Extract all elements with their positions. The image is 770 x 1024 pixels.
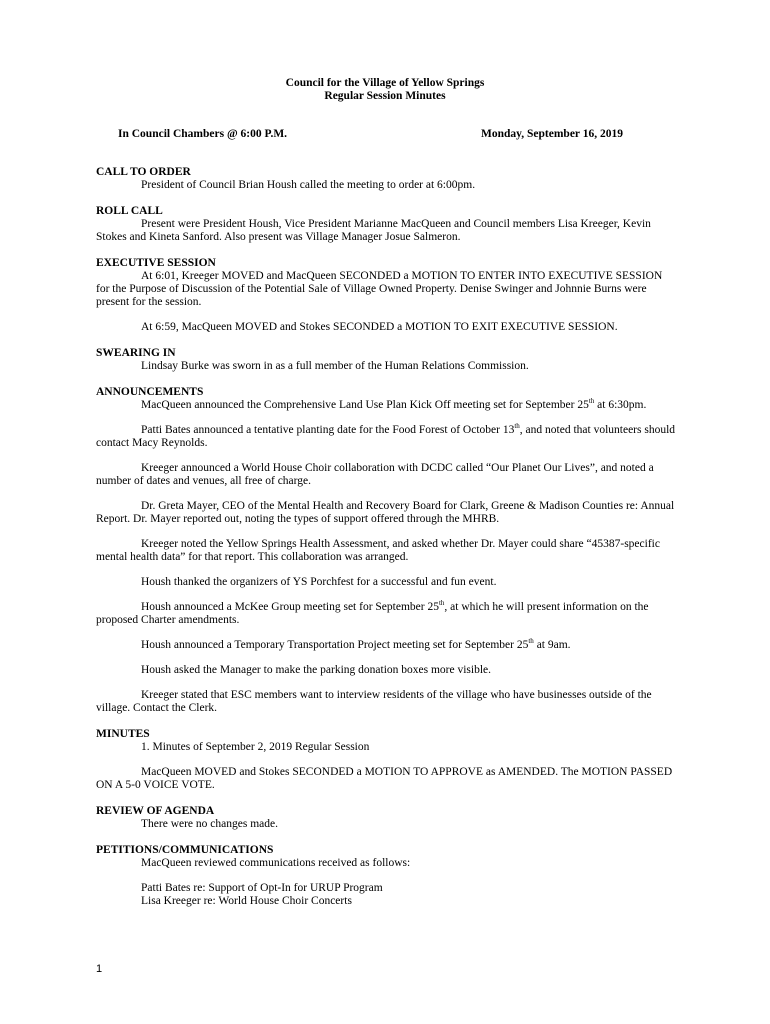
ordinal-suffix: th <box>588 397 595 406</box>
ordinal-suffix: th <box>528 637 534 646</box>
minutes-body <box>96 166 676 914</box>
text-run: , and noted that volunteers should contact Macy Reynolds. <box>96 424 676 449</box>
list-item: Patti Bates re: Support of Opt-In for URUP Program <box>141 882 383 894</box>
paragraph: At 6:59, MacQueen MOVED and Stokes SECONDED a MOTION TO EXIT EXECUTIVE SESSION. <box>141 321 618 333</box>
paragraph: MacQueen MOVED and Stokes SECONDED a MOTION TO APPROVE as AMENDED. The MOTION PASSED ON A 5-0 VOICE VOTE. <box>96 766 673 791</box>
paragraph: Present were President Housh, Vice President Marianne MacQueen and Council members Lisa Kreeger, Kevin Stokes and Kineta Sanford. Also present was Village Manager Josue Salmeron. <box>96 218 651 243</box>
paragraph: Housh thanked the organizers of YS Porchfest for a successful and fun event. <box>141 576 497 588</box>
text-run: Patti Bates announced a tentative planting date for the Food Forest of October 13 <box>141 424 515 436</box>
section-heading: MINUTES <box>96 728 150 740</box>
section-heading: ROLL CALL <box>96 205 163 217</box>
paragraph: Dr. Greta Mayer, CEO of the Mental Health and Recovery Board for Clark, Greene & Madison Counties re: Annual Report. Dr. Mayer reported out, noting the types of support offered through the MHRB. <box>96 500 675 525</box>
section-swearing-in <box>96 347 676 373</box>
paragraph <box>96 424 676 450</box>
section-heading: ANNOUNCEMENTS <box>96 386 204 398</box>
ordinal-suffix: th <box>438 599 445 608</box>
meeting-location: In Council Chambers @ 6:00 P.M. <box>118 128 288 140</box>
paragraph <box>96 601 676 627</box>
text-run: Housh announced a McKee Group meeting set for September 25 <box>141 601 439 613</box>
section-executive-session <box>96 257 676 334</box>
text-run: , at which he will present information on the proposed Charter amendments. <box>96 601 649 626</box>
paragraph: Kreeger announced a World House Choir collaboration with DCDC called “Our Planet Our Lives”, and noted a number of dates and venues, all free of charge. <box>96 462 654 487</box>
section-announcements <box>96 386 676 715</box>
section-heading: SWEARING IN <box>96 347 176 359</box>
section-petitions <box>96 844 676 908</box>
section-heading: REVIEW OF AGENDA <box>96 805 215 817</box>
text-run: at 6:30pm. <box>594 399 647 411</box>
text-run: MacQueen announced the Comprehensive Land Use Plan Kick Off meeting set for September 25 <box>141 399 589 411</box>
paragraph: Kreeger stated that ESC members want to interview residents of the village who have businesses outside of the village. Contact the Clerk. <box>96 689 652 714</box>
section-heading: CALL TO ORDER <box>96 166 191 178</box>
section-heading: EXECUTIVE SESSION <box>96 257 216 269</box>
paragraph: There were no changes made. <box>141 818 278 830</box>
paragraph: Housh asked the Manager to make the parking donation boxes more visible. <box>141 664 492 676</box>
page-number: 1 <box>96 963 103 975</box>
section-heading: PETITIONS/COMMUNICATIONS <box>96 844 274 856</box>
paragraph: President of Council Brian Housh called the meeting to order at 6:00pm. <box>141 179 476 191</box>
list-item: 1. Minutes of September 2, 2019 Regular Session <box>141 741 370 753</box>
meeting-date: Monday, September 16, 2019 <box>481 128 623 140</box>
paragraph: MacQueen reviewed communications received as follows: <box>141 857 411 869</box>
ordinal-suffix: th <box>514 422 520 431</box>
doc-title: Council for the Village of Yellow Springs <box>285 77 485 89</box>
text-run: at 9am. <box>533 639 571 651</box>
section-review-of-agenda <box>96 805 676 831</box>
paragraph <box>96 639 676 652</box>
paragraph <box>96 399 676 412</box>
text-run: Housh announced a Temporary Transportation Project meeting set for September 25 <box>141 639 529 651</box>
section-minutes <box>96 728 676 792</box>
paragraph: At 6:01, Kreeger MOVED and MacQueen SECONDED a MOTION TO ENTER INTO EXECUTIVE SESSION for the Purpose of Discussion of the Potential Sale of Village Owned Property. Denise Swinger and Johnnie Burns were present for the session. <box>96 270 663 308</box>
section-roll-call <box>96 205 676 244</box>
section-call-to-order <box>96 166 676 192</box>
paragraph: Lindsay Burke was sworn in as a full member of the Human Relations Commission. <box>141 360 529 372</box>
doc-subtitle: Regular Session Minutes <box>324 90 446 102</box>
list-item: Lisa Kreeger re: World House Choir Concerts <box>141 895 352 907</box>
paragraph: Kreeger noted the Yellow Springs Health Assessment, and asked whether Dr. Mayer could share “45387-specific mental health data” for that report. This collaboration was arranged. <box>96 538 660 563</box>
